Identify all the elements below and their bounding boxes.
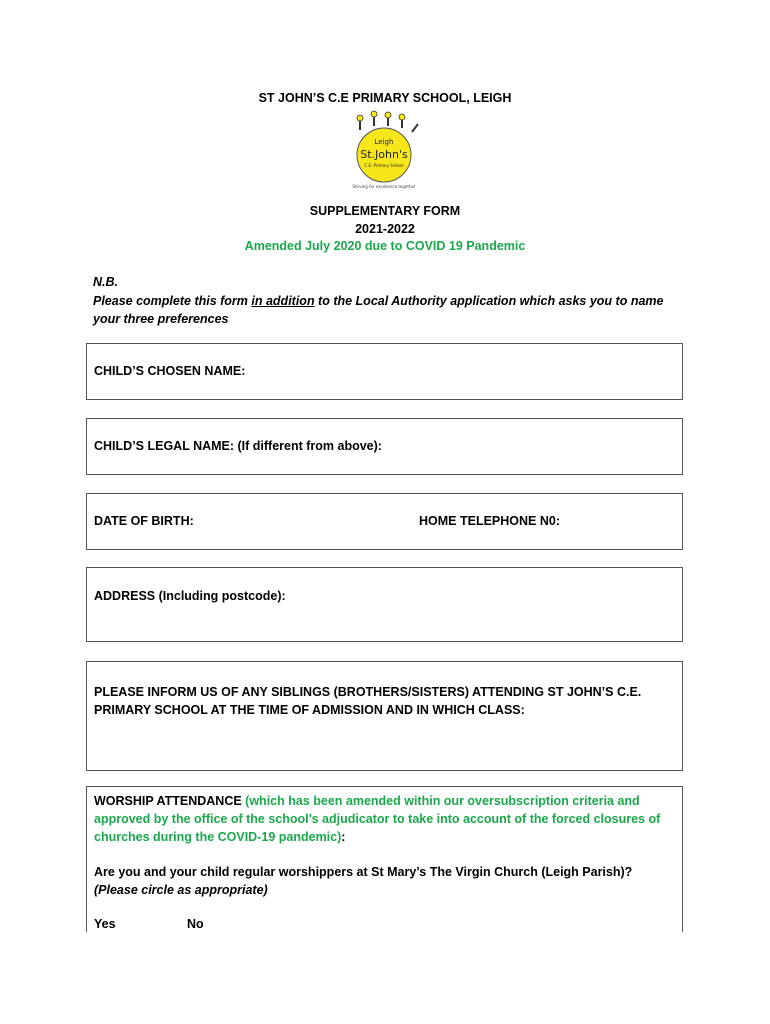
address-label: ADDRESS (Including postcode):	[94, 589, 286, 603]
chosen-name-field[interactable]	[86, 343, 683, 400]
amended-notice: Amended July 2020 due to COVID 19 Pandemic	[244, 239, 526, 253]
logo-text-sub: C.E. Primary School	[364, 163, 404, 168]
yes-option[interactable]: Yes	[94, 917, 116, 931]
chosen-name-label: CHILD’S CHOSEN NAME:	[94, 364, 246, 378]
siblings-label: PLEASE INFORM US OF ANY SIBLINGS (BROTHERS/SISTERS) ATTENDING ST JOHN’S C.E. PRIMARY SCHOOL AT THE TIME OF ADMISSION AND IN WHICH CLASS:	[94, 685, 642, 717]
nb-label: N.B.	[93, 275, 118, 289]
legal-name-label: CHILD’S LEGAL NAME: (If different from above):	[94, 439, 382, 453]
completion-note	[93, 292, 693, 328]
dob-label: DATE OF BIRTH:	[94, 514, 194, 528]
logo-text-main: St.John's	[360, 148, 408, 161]
school-title: ST JOHN’S C.E PRIMARY SCHOOL, LEIGH	[258, 91, 512, 105]
note-text-underlined: in addition	[251, 294, 315, 308]
worship-instruction: (Please circle as appropriate)	[94, 883, 268, 897]
worship-question: Are you and your child regular worshippers at St Mary’s The Virgin Church (Leigh Parish)?	[94, 865, 633, 879]
logo-text-top: Leigh	[374, 138, 394, 146]
telephone-label: HOME TELEPHONE N0:	[419, 514, 560, 528]
form-year: 2021-2022	[355, 222, 415, 236]
siblings-field[interactable]	[86, 661, 683, 771]
worship-title: WORSHIP ATTENDANCE	[94, 794, 246, 808]
worship-colon: :	[341, 830, 346, 844]
worship-amendment-note: (which has been amended within our oversubscription criteria and approved by the office of the school’s adjudicator to take into account of the forced closures of churches during the COVID-19 pandemic)	[94, 794, 661, 844]
worship-attendance-section	[86, 786, 683, 932]
address-field[interactable]	[86, 567, 683, 642]
worship-question-block	[94, 863, 679, 899]
note-text-pre: Please complete this form	[93, 294, 252, 308]
worship-heading	[94, 792, 674, 846]
dob-telephone-field[interactable]	[86, 493, 683, 550]
school-logo	[346, 110, 426, 190]
legal-name-field[interactable]	[86, 418, 683, 475]
form-title: SUPPLEMENTARY FORM	[309, 204, 461, 218]
note-text-post: to the Local Authority application which asks you to name your three preferences	[93, 294, 664, 326]
no-option[interactable]: No	[187, 917, 204, 931]
logo-motto: Striving for excellence together	[352, 184, 416, 189]
